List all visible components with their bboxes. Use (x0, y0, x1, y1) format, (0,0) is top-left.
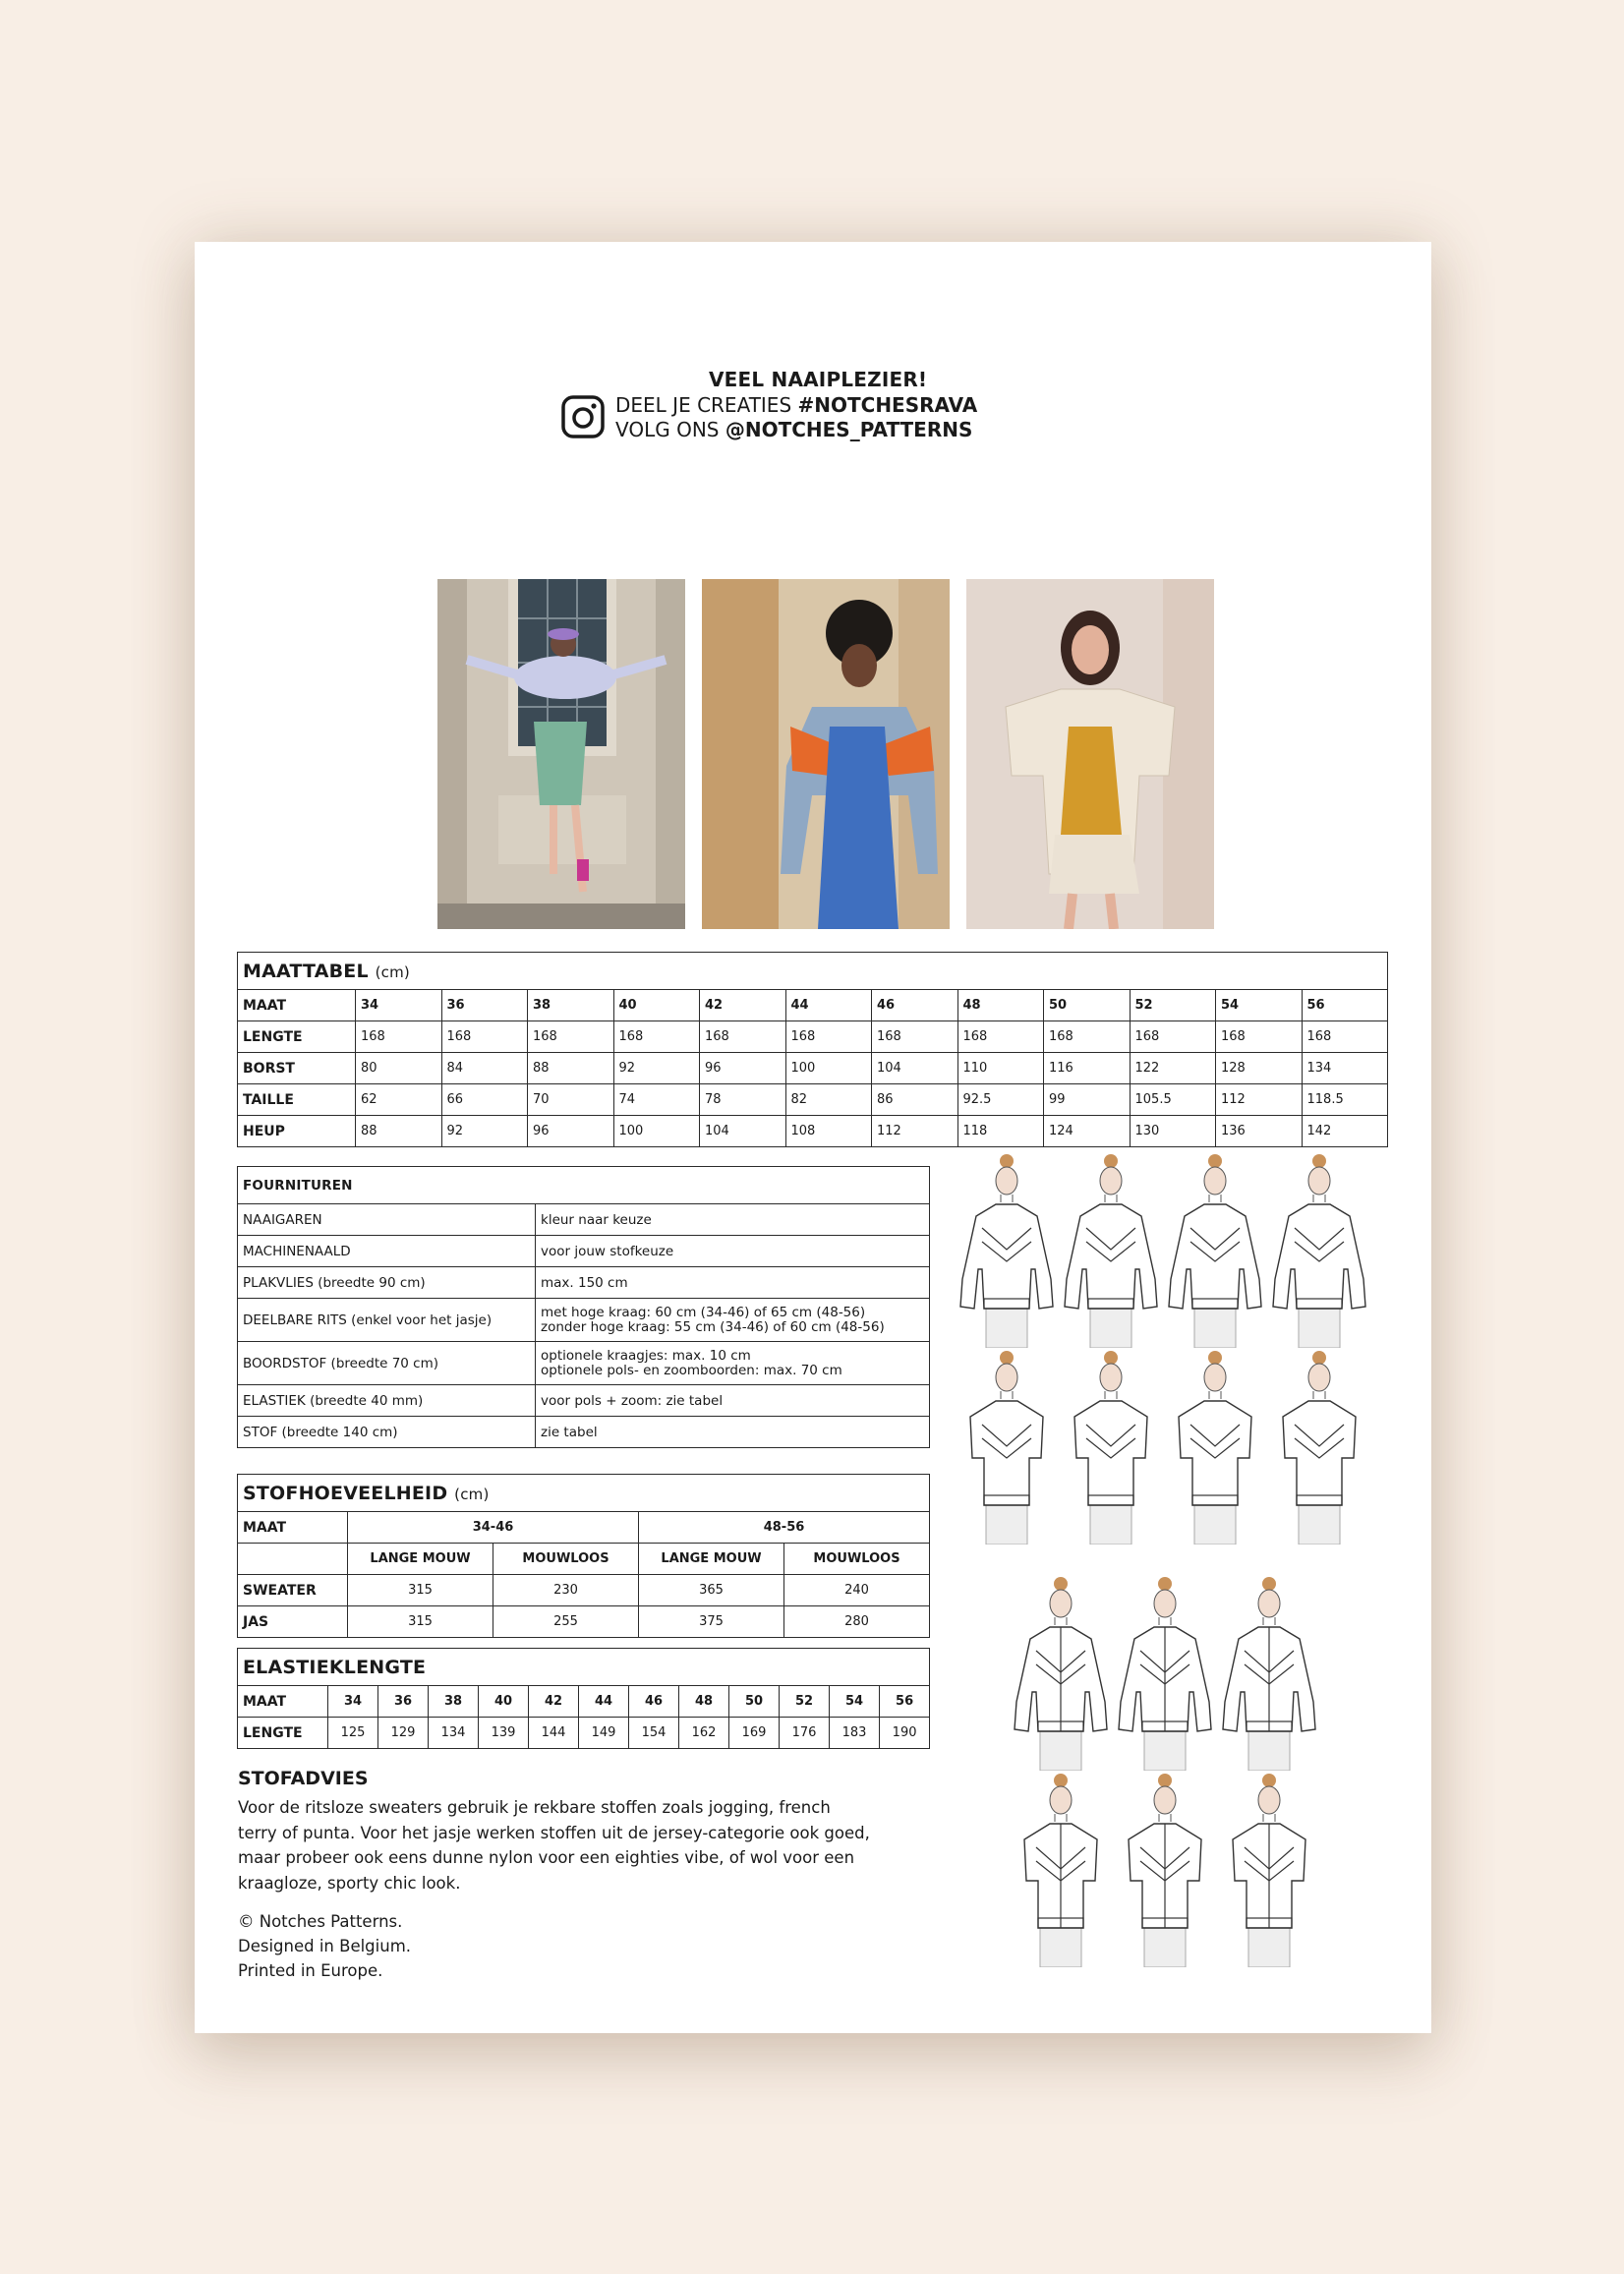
size-cell: 80 (356, 1053, 442, 1084)
fabric-cell: 255 (493, 1606, 639, 1638)
size-cell: 82 (785, 1084, 872, 1116)
header-follow-line (615, 418, 972, 441)
elastic-cell: 176 (780, 1718, 830, 1749)
elastic-cell: 46 (629, 1686, 679, 1718)
photo-1 (437, 579, 685, 929)
garment-sketch (1219, 1771, 1319, 1967)
supplies-value-line: zonder hoge kraag: 55 cm (34-46) of 60 cm (48-56) (541, 1318, 885, 1335)
hashtag: #NOTCHESRAVA (797, 393, 978, 417)
elastic-cell: 154 (629, 1718, 679, 1749)
size-cell: 96 (528, 1116, 614, 1147)
supplies-label: DEELBARE RITS (enkel voor het jasje) (238, 1299, 536, 1342)
supplies-row (238, 1342, 930, 1385)
size-cell: 92 (613, 1053, 700, 1084)
fabric-sub-header: MOUWLOOS (493, 1544, 639, 1575)
fabric-advice-text (238, 1795, 936, 1895)
size-table-row (238, 990, 1388, 1021)
instagram-icon (560, 394, 606, 439)
elastic-cell: 36 (378, 1686, 429, 1718)
fabric-maat-label: MAAT (238, 1512, 348, 1544)
supplies-row (238, 1299, 930, 1342)
size-table-row (238, 1084, 1388, 1116)
elastic-row (238, 1718, 930, 1749)
size-cell: 104 (872, 1053, 958, 1084)
garment-sketch (1011, 1574, 1111, 1771)
supplies-table (237, 1166, 930, 1448)
fabric-advice-line: terry of punta. Voor het jasje werken stoffen uit de jersey-categorie ook goed, (238, 1823, 870, 1842)
elastic-row (238, 1686, 930, 1718)
size-cell: 34 (356, 990, 442, 1021)
designed-line: Designed in Belgium. (238, 1937, 412, 1955)
fabric-empty-cell (238, 1544, 348, 1575)
garment-sketch (957, 1151, 1057, 1348)
fabric-group-2: 48-56 (639, 1512, 930, 1544)
size-row-label: LENGTE (238, 1021, 356, 1053)
size-cell: 118 (957, 1116, 1044, 1147)
supplies-label: MACHINENAALD (238, 1236, 536, 1267)
size-cell: 112 (1216, 1084, 1303, 1116)
size-cell: 104 (700, 1116, 786, 1147)
elastic-cell: 34 (328, 1686, 378, 1718)
credits (238, 1909, 411, 1983)
garment-sketch (1165, 1151, 1265, 1348)
elastic-cell: 162 (679, 1718, 729, 1749)
size-table (237, 952, 1388, 1147)
size-cell: 92.5 (957, 1084, 1044, 1116)
size-cell: 56 (1302, 990, 1388, 1021)
elastic-cell: 134 (429, 1718, 479, 1749)
size-cell: 48 (957, 990, 1044, 1021)
size-table-unit: (cm) (375, 962, 410, 981)
supplies-value-line: met hoge kraag: 60 cm (34-46) of 65 cm (48-56) (541, 1304, 866, 1320)
fabric-row-label: JAS (238, 1606, 348, 1638)
size-cell: 70 (528, 1084, 614, 1116)
size-cell: 168 (613, 1021, 700, 1053)
size-cell: 40 (613, 990, 700, 1021)
elastic-cell: 44 (579, 1686, 629, 1718)
garment-sketch (957, 1348, 1057, 1545)
size-table-title-text: MAATTABEL (243, 960, 369, 982)
size-cell: 100 (613, 1116, 700, 1147)
size-cell: 54 (1216, 990, 1303, 1021)
elastic-cell: 144 (529, 1718, 579, 1749)
size-cell: 124 (1044, 1116, 1131, 1147)
photo-2 (702, 579, 950, 929)
garment-sketch (1011, 1771, 1111, 1967)
size-table-row (238, 1116, 1388, 1147)
supplies-label: STOF (breedte 140 cm) (238, 1417, 536, 1448)
garment-sketch (1061, 1151, 1161, 1348)
size-cell: 112 (872, 1116, 958, 1147)
supplies-label: NAAIGAREN (238, 1204, 536, 1236)
supplies-title: FOURNITUREN (238, 1167, 930, 1204)
supplies-value (536, 1342, 930, 1385)
elastic-cell: 38 (429, 1686, 479, 1718)
elastic-cell: 52 (780, 1686, 830, 1718)
size-cell: 38 (528, 990, 614, 1021)
supplies-row (238, 1267, 930, 1299)
size-cell: 99 (1044, 1084, 1131, 1116)
share-prefix: DEEL JE CREATIES (615, 393, 798, 417)
size-cell: 116 (1044, 1053, 1131, 1084)
elastic-cell: 183 (830, 1718, 880, 1749)
follow-prefix: VOLG ONS (615, 418, 725, 441)
size-cell: 42 (700, 990, 786, 1021)
elastic-cell: 169 (729, 1718, 780, 1749)
size-cell: 86 (872, 1084, 958, 1116)
supplies-value: voor pols + zoom: zie tabel (536, 1385, 930, 1417)
size-cell: 36 (441, 990, 528, 1021)
fabric-sub-header: LANGE MOUW (348, 1544, 493, 1575)
supplies-row (238, 1204, 930, 1236)
size-cell: 168 (700, 1021, 786, 1053)
size-cell: 168 (1216, 1021, 1303, 1053)
garment-sketch (1269, 1151, 1369, 1348)
fabric-group-1: 34-46 (348, 1512, 639, 1544)
size-cell: 136 (1216, 1116, 1303, 1147)
size-cell: 122 (1130, 1053, 1216, 1084)
printed-line: Printed in Europe. (238, 1961, 383, 1980)
garment-sketch (1115, 1574, 1215, 1771)
garment-sketch (1165, 1348, 1265, 1545)
size-cell: 84 (441, 1053, 528, 1084)
size-row-label: BORST (238, 1053, 356, 1084)
fabric-cell: 230 (493, 1575, 639, 1606)
size-cell: 88 (356, 1116, 442, 1147)
fabric-sub-header: LANGE MOUW (639, 1544, 784, 1575)
size-row-label: MAAT (238, 990, 356, 1021)
garment-sketch (1219, 1574, 1319, 1771)
fabric-amount-unit: (cm) (454, 1485, 490, 1503)
size-cell: 130 (1130, 1116, 1216, 1147)
size-cell: 108 (785, 1116, 872, 1147)
supplies-label: ELASTIEK (breedte 40 mm) (238, 1385, 536, 1417)
garment-sketch (1061, 1348, 1161, 1545)
fabric-row-label: SWEATER (238, 1575, 348, 1606)
size-cell: 66 (441, 1084, 528, 1116)
fabric-cell: 280 (784, 1606, 930, 1638)
supplies-row (238, 1385, 930, 1417)
header-title: VEEL NAAIPLEZIER! (709, 368, 928, 391)
elastic-row-label: LENGTE (238, 1718, 328, 1749)
handle: @NOTCHES_PATTERNS (725, 418, 973, 441)
supplies-value (536, 1299, 930, 1342)
size-cell: 74 (613, 1084, 700, 1116)
size-table-row (238, 1053, 1388, 1084)
size-cell: 100 (785, 1053, 872, 1084)
size-cell: 168 (872, 1021, 958, 1053)
size-cell: 44 (785, 990, 872, 1021)
elastic-length-table (237, 1648, 930, 1749)
copyright-line: © Notches Patterns. (238, 1912, 403, 1931)
fabric-amount-table (237, 1474, 930, 1638)
supplies-row (238, 1417, 930, 1448)
supplies-value-line: optionele pols- en zoomboorden: max. 70 cm (541, 1362, 842, 1378)
elastic-cell: 139 (479, 1718, 529, 1749)
supplies-value: zie tabel (536, 1417, 930, 1448)
fabric-cell: 375 (639, 1606, 784, 1638)
supplies-label: PLAKVLIES (breedte 90 cm) (238, 1267, 536, 1299)
fabric-sub-header: MOUWLOOS (784, 1544, 930, 1575)
size-cell: 46 (872, 990, 958, 1021)
fabric-advice-line: kraagloze, sporty chic look. (238, 1873, 461, 1893)
supplies-value: kleur naar keuze (536, 1204, 930, 1236)
size-cell: 50 (1044, 990, 1131, 1021)
elastic-cell: 129 (378, 1718, 429, 1749)
elastic-cell: 190 (880, 1718, 930, 1749)
size-table-row (238, 1021, 1388, 1053)
elastic-cell: 42 (529, 1686, 579, 1718)
elastic-cell: 125 (328, 1718, 378, 1749)
technical-sketches (957, 1151, 1409, 1997)
elastic-cell: 56 (880, 1686, 930, 1718)
fabric-advice-line: maar probeer ook eens dunne nylon voor een eighties vibe, of wol voor een (238, 1848, 855, 1867)
supplies-label: BOORDSTOF (breedte 70 cm) (238, 1342, 536, 1385)
elastic-row-label: MAAT (238, 1686, 328, 1718)
size-cell: 52 (1130, 990, 1216, 1021)
fabric-amount-title-text: STOFHOEVEELHEID (243, 1482, 448, 1504)
size-cell: 105.5 (1130, 1084, 1216, 1116)
size-cell: 168 (785, 1021, 872, 1053)
size-cell: 62 (356, 1084, 442, 1116)
fabric-advice-title: STOFADVIES (238, 1768, 369, 1789)
size-cell: 168 (441, 1021, 528, 1053)
fabric-cell: 365 (639, 1575, 784, 1606)
size-cell: 88 (528, 1053, 614, 1084)
elastic-title: ELASTIEKLENGTE (238, 1649, 930, 1686)
photo-3 (966, 579, 1214, 929)
size-cell: 110 (957, 1053, 1044, 1084)
elastic-cell: 54 (830, 1686, 880, 1718)
size-cell: 168 (1130, 1021, 1216, 1053)
size-cell: 96 (700, 1053, 786, 1084)
elastic-cell: 40 (479, 1686, 529, 1718)
elastic-cell: 48 (679, 1686, 729, 1718)
size-table-title (238, 953, 1388, 990)
supplies-value: voor jouw stofkeuze (536, 1236, 930, 1267)
supplies-row (238, 1236, 930, 1267)
size-cell: 168 (957, 1021, 1044, 1053)
fabric-cell: 315 (348, 1606, 493, 1638)
header-share-line (615, 393, 977, 417)
header (195, 368, 1431, 446)
size-cell: 92 (441, 1116, 528, 1147)
size-cell: 142 (1302, 1116, 1388, 1147)
fabric-cell: 240 (784, 1575, 930, 1606)
size-cell: 78 (700, 1084, 786, 1116)
fabric-amount-title (238, 1475, 930, 1512)
fabric-cell: 315 (348, 1575, 493, 1606)
size-cell: 118.5 (1302, 1084, 1388, 1116)
size-cell: 128 (1216, 1053, 1303, 1084)
size-cell: 168 (356, 1021, 442, 1053)
pattern-sheet (195, 242, 1431, 2033)
size-row-label: HEUP (238, 1116, 356, 1147)
garment-sketch (1269, 1348, 1369, 1545)
size-cell: 168 (1302, 1021, 1388, 1053)
fabric-advice-line: Voor de ritsloze sweaters gebruik je rekbare stoffen zoals jogging, french (238, 1798, 831, 1817)
size-cell: 134 (1302, 1053, 1388, 1084)
size-cell: 168 (1044, 1021, 1131, 1053)
supplies-value-line: optionele kraagjes: max. 10 cm (541, 1347, 751, 1364)
elastic-cell: 149 (579, 1718, 629, 1749)
size-cell: 168 (528, 1021, 614, 1053)
size-row-label: TAILLE (238, 1084, 356, 1116)
supplies-value: max. 150 cm (536, 1267, 930, 1299)
garment-sketch (1115, 1771, 1215, 1967)
elastic-cell: 50 (729, 1686, 780, 1718)
